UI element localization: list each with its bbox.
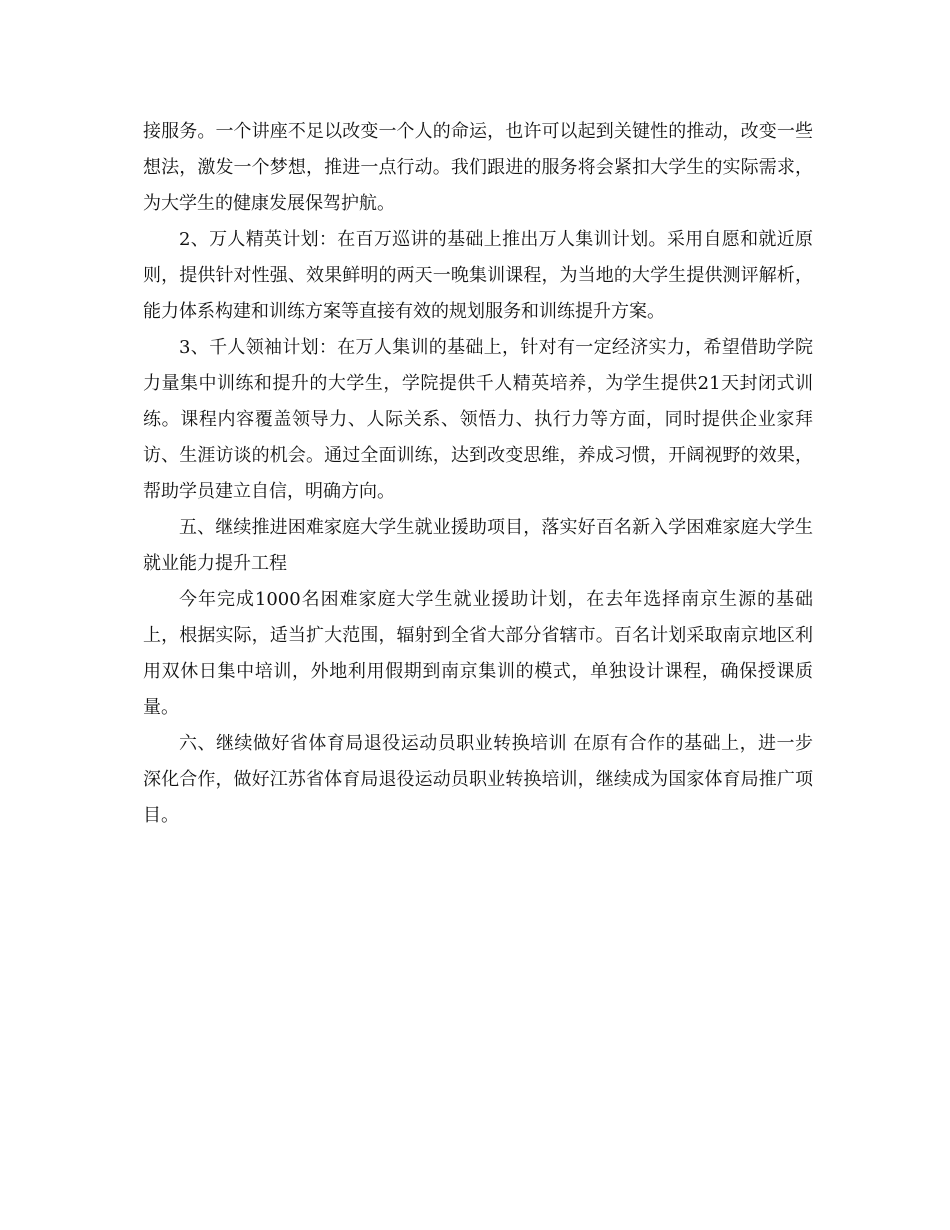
paragraph-leader-plan: 3、千人领袖计划：在万人集训的基础上，针对有一定经济实力，希望借助学院力量集中训练和提升的大学生，学院提供千人精英培养，为学生提供21天封闭式训练。课程内容覆盖领导力、人际关系、领悟力、执行力等方面，同时提供企业家拜访、生涯访谈的机会。通过全面训练，达到改变思维，养成习惯，开阔视野的效果，帮助学员建立自信，明确方向。 [143, 337, 813, 502]
paragraph-employment-aid: 今年完成1000名困难家庭大学生就业援助计划，在去年选择南京生源的基础上，根据实际，适当扩大范围，辐射到全省大部分省辖市。百名计划采取南京地区利用双休日集中培训，外地利用假期到南京集训的模式，单独设计课程，确保授课质量。 [143, 589, 813, 718]
document-body [143, 114, 813, 834]
paragraph-service-continuation: 接服务。一个讲座不足以改变一个人的命运，也许可以起到关键性的推动，改变一些想法，激发一个梦想，推进一点行动。我们跟进的服务将会紧扣大学生的实际需求，为大学生的健康发展保驾护航。 [143, 121, 813, 214]
section-heading-employment-aid: 五、继续推进困难家庭大学生就业援助项目，落实好百名新入学困难家庭大学生就业能力提升工程 [143, 517, 813, 574]
paragraph-elite-plan: 2、万人精英计划：在百万巡讲的基础上推出万人集训计划。采用自愿和就近原则，提供针对性强、效果鲜明的两天一晚集训课程，为当地的大学生提供测评解析，能力体系构建和训练方案等直接有效的规划服务和训练提升方案。 [143, 229, 813, 322]
paragraph-athlete-training: 六、继续做好省体育局退役运动员职业转换培训 在原有合作的基础上，进一步深化合作，做好江苏省体育局退役运动员职业转换培训，继续成为国家体育局推广项目。 [143, 733, 813, 826]
